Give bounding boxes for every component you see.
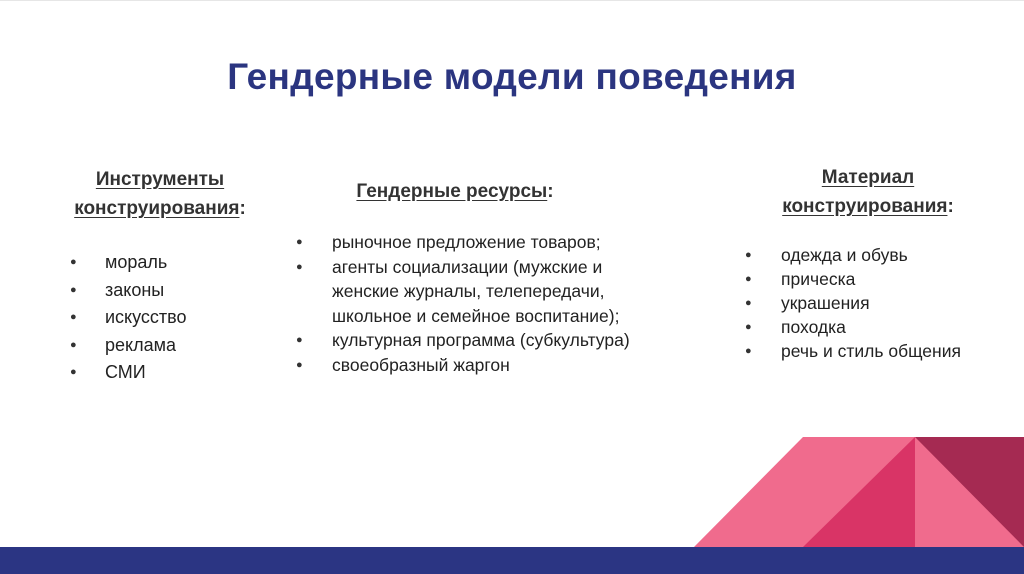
list-item-text: законы [105, 279, 165, 300]
column-tools-heading-line1: Инструменты [95, 169, 225, 190]
column-material-heading-colon: : [947, 196, 954, 217]
bullet-icon: ● [745, 273, 752, 285]
list-item-text: реклама [105, 334, 176, 355]
bullet-icon: ● [70, 338, 77, 351]
bullet-icon: ● [70, 311, 77, 323]
bullet-icon: ● [745, 321, 752, 333]
list-item-text: своеобразный жаргон [332, 354, 510, 375]
bullet-icon: ● [296, 334, 303, 346]
bullet-icon: ● [745, 345, 752, 357]
list-item-text: мораль [105, 252, 168, 272]
column-tools-heading-colon: : [239, 198, 246, 219]
list-item-text: культурная программа (субкультура) [332, 330, 630, 350]
list-item-text: СМИ [105, 362, 146, 382]
list-item-text: агенты социализации (мужские и женские журналы, телепередачи, школьное и семейное воспитание); [332, 256, 620, 326]
bullet-icon: ● [296, 236, 303, 248]
bullet-icon: ● [70, 283, 77, 296]
list-item-text: одежда и обувь [781, 245, 908, 265]
column-resources-heading-text: Гендерные ресурсы [356, 181, 548, 202]
slide-title: Гендерные модели поведения [227, 56, 797, 97]
column-material-heading-line1: Материал [821, 167, 915, 188]
column-tools-heading-line2: конструирования [74, 198, 240, 219]
column-material-heading-line2: конструирования [782, 196, 948, 217]
list-item-text: искусство [105, 307, 187, 327]
column-resources-heading-colon: : [547, 181, 554, 202]
list-item-text: речь и стиль общения [781, 341, 961, 361]
bullet-icon: ● [745, 297, 752, 309]
list-item-text: рыночное предложение товаров; [332, 232, 601, 252]
list-item-text: украшения [781, 293, 870, 313]
bottom-bar [0, 547, 1024, 574]
list-item-text: прическа [781, 269, 856, 289]
bullet-icon: ● [70, 256, 77, 268]
bullet-icon: ● [296, 260, 303, 273]
bullet-icon: ● [296, 358, 303, 371]
pink-triangle-left [694, 437, 803, 547]
list-item-text: походка [781, 317, 846, 337]
bullet-icon: ● [745, 249, 752, 261]
bullet-icon: ● [70, 366, 77, 378]
